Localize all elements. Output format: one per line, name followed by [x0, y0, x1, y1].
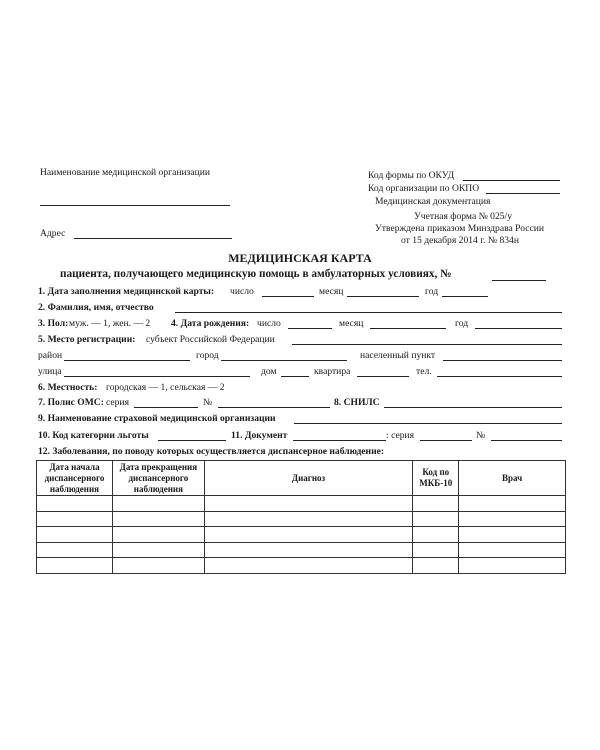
header-end-date: Дата прекращения диспансерного наблюдения [112, 461, 204, 496]
field-1-month-label: месяц [319, 286, 344, 297]
field-6-label: 6. Местность: [38, 382, 98, 393]
table-cell[interactable] [112, 511, 204, 527]
table-cell[interactable] [204, 542, 412, 558]
phone-line[interactable] [437, 376, 562, 377]
field-1-year-line[interactable] [442, 296, 488, 297]
table-cell[interactable] [459, 496, 566, 512]
address-label: Адрес [40, 228, 66, 239]
field-1-day-label: число [230, 286, 254, 297]
field-7-series-label: серия [106, 397, 129, 408]
table-cell[interactable] [413, 511, 459, 527]
table-cell[interactable] [459, 511, 566, 527]
okud-line[interactable] [463, 180, 560, 181]
field-4-day-label: число [257, 318, 281, 329]
field-3-label: 3. Пол: [38, 318, 69, 329]
card-number-line[interactable] [492, 280, 546, 281]
field-11-number-line[interactable] [491, 440, 562, 441]
field-12-label: 12. Заболевания, по поводу которых осуществляется диспансерное наблюдение: [38, 446, 385, 457]
table-row [37, 558, 566, 574]
street-line[interactable] [64, 376, 250, 377]
field-2-line[interactable] [175, 312, 562, 313]
document-subtitle: пациента, получающего медицинскую помощь в амбулаторных условиях, № [60, 268, 452, 280]
field-1-month-line[interactable] [347, 296, 419, 297]
field-11-doc-line[interactable] [293, 440, 386, 441]
org-name-line[interactable] [40, 205, 230, 206]
field-5-subject-line[interactable] [292, 344, 562, 345]
field-1-label: 1. Дата заполнения медицинской карты: [38, 286, 215, 297]
field-4-month-label: месяц [339, 318, 364, 329]
approved-line-1: Утверждена приказом Минздрава России [375, 223, 545, 234]
med-docs-label: Медицинская документация [375, 196, 491, 207]
table-row [37, 496, 566, 512]
house-label: дом [261, 366, 277, 377]
field-8-line[interactable] [384, 407, 562, 408]
table-cell[interactable] [37, 511, 113, 527]
phone-label: тел. [416, 366, 432, 377]
city-label: город [196, 350, 219, 361]
field-3-options: муж. — 1, жен. — 2 [69, 318, 151, 329]
table-body [37, 496, 566, 574]
okpo-label: Код организации по ОКПО [368, 183, 480, 194]
table-cell[interactable] [459, 542, 566, 558]
field-10-line[interactable] [158, 440, 226, 441]
document-title: МЕДИЦИНСКАЯ КАРТА [228, 251, 372, 265]
table-cell[interactable] [112, 527, 204, 543]
table-cell[interactable] [413, 496, 459, 512]
house-line[interactable] [281, 376, 309, 377]
table-cell[interactable] [37, 527, 113, 543]
okpo-line[interactable] [486, 193, 560, 194]
apartment-line[interactable] [357, 376, 409, 377]
field-1-year-label: год [425, 286, 439, 297]
field-7-label: 7. Полис ОМС: [38, 397, 104, 408]
field-5-label: 5. Место регистрации: [38, 334, 136, 345]
city-line[interactable] [221, 360, 347, 361]
org-name-label: Наименование медицинской организации [40, 167, 211, 178]
field-4-year-line[interactable] [475, 328, 562, 329]
table-cell[interactable] [112, 542, 204, 558]
field-11-label: 11. Документ [231, 430, 288, 441]
header-diagnosis: Диагноз [204, 461, 412, 496]
settlement-label: населенный пункт [360, 350, 436, 361]
address-line[interactable] [74, 238, 232, 239]
table-cell[interactable] [204, 558, 412, 574]
field-8-label: 8. СНИЛС [334, 397, 380, 408]
field-4-day-line[interactable] [288, 328, 332, 329]
table-row [37, 511, 566, 527]
field-1-day-line[interactable] [262, 296, 314, 297]
field-9-label: 9. Наименование страховой медицинской организации [38, 413, 276, 424]
form-number: Учетная форма № 025/у [414, 211, 513, 222]
table-cell[interactable] [413, 542, 459, 558]
table-cell[interactable] [112, 496, 204, 512]
table-cell[interactable] [413, 527, 459, 543]
field-4-year-label: год [455, 318, 469, 329]
table-cell[interactable] [413, 558, 459, 574]
dispensary-table [36, 460, 566, 574]
field-11-number-label: № [476, 430, 486, 441]
field-10-label: 10. Код категории льготы [38, 430, 149, 441]
district-label: район [38, 350, 63, 361]
street-label: улица [38, 366, 62, 377]
settlement-line[interactable] [443, 360, 562, 361]
field-11-series-label: : серия [386, 430, 415, 441]
field-7-number-label: № [203, 397, 213, 408]
approved-line-2: от 15 декабря 2014 г. № 834н [401, 235, 519, 246]
field-7-number-line[interactable] [218, 407, 330, 408]
okud-label: Код формы по ОКУД [368, 170, 455, 181]
table-cell[interactable] [204, 527, 412, 543]
table-row [37, 542, 566, 558]
table-cell[interactable] [37, 496, 113, 512]
table-cell[interactable] [112, 558, 204, 574]
table-row [37, 527, 566, 543]
header-start-date: Дата начала диспансерного наблюдения [37, 461, 113, 496]
table-cell[interactable] [37, 542, 113, 558]
field-7-series-line[interactable] [134, 407, 198, 408]
header-icd-code: Код по МКБ-10 [413, 461, 459, 496]
field-9-line[interactable] [294, 423, 562, 424]
field-2-label: 2. Фамилия, имя, отчество [38, 302, 154, 313]
table-cell[interactable] [204, 511, 412, 527]
table-cell[interactable] [459, 527, 566, 543]
table-cell[interactable] [459, 558, 566, 574]
field-4-label: 4. Дата рождения: [171, 318, 250, 329]
field-4-month-line[interactable] [370, 328, 446, 329]
field-5-subject-label: субъект Российской Федерации [146, 334, 275, 345]
apartment-label: квартира [314, 366, 351, 377]
table-cell[interactable] [204, 496, 412, 512]
field-11-series-line[interactable] [420, 440, 472, 441]
table-header-row [37, 461, 566, 496]
field-6-options: городская — 1, сельская — 2 [106, 382, 225, 393]
district-line[interactable] [64, 360, 190, 361]
table-cell[interactable] [37, 558, 113, 574]
header-doctor: Врач [459, 461, 566, 496]
